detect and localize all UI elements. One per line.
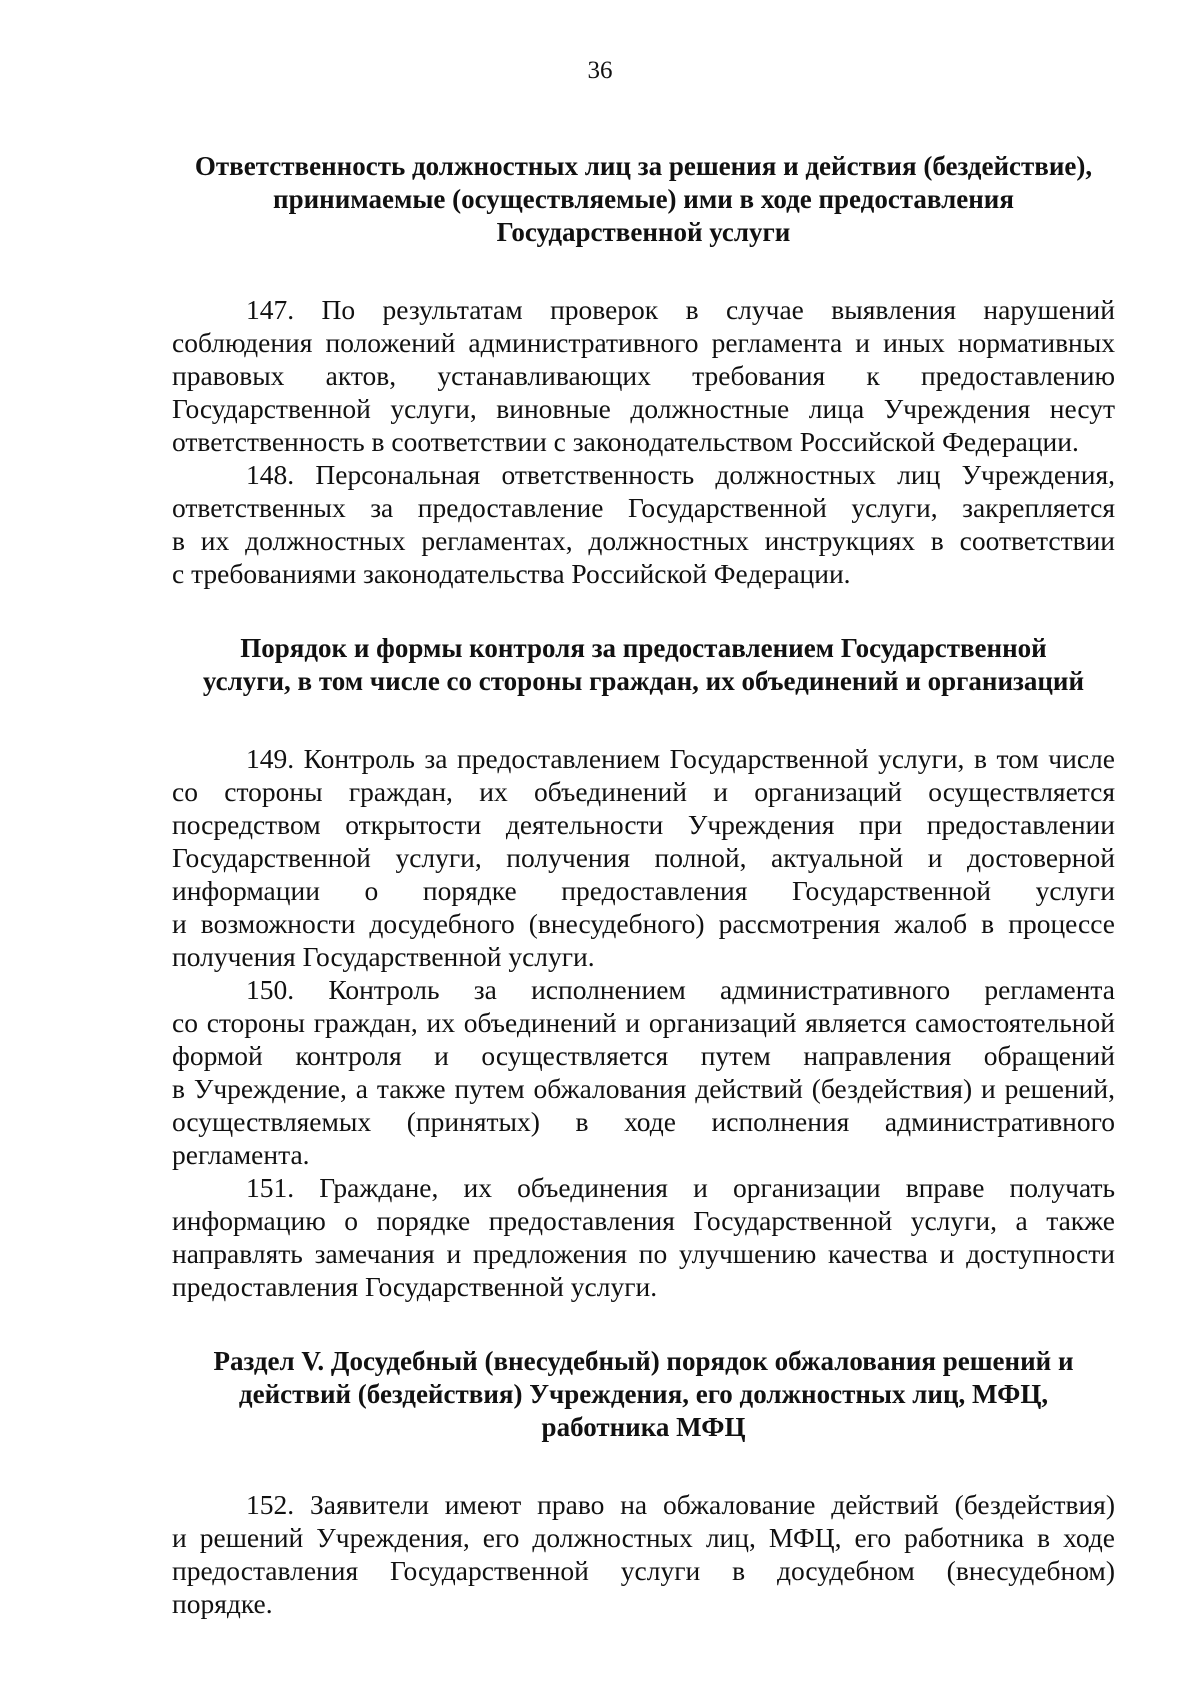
- paragraph-151: [172, 1171, 1115, 1303]
- paragraph-line: 148. Персональная ответственность должностных лиц Учреждения,: [246, 459, 1115, 490]
- paragraph-line: со стороны граждан, их объединений и организаций осуществляется: [172, 776, 1115, 807]
- paragraph-line: получения Государственной услуги.: [172, 941, 595, 972]
- heading-line: Государственной услуги: [496, 217, 791, 247]
- paragraph-line: в Учреждение, а также путем обжалования действий (бездействия) и решений,: [172, 1073, 1115, 1104]
- paragraph-152: [172, 1488, 1115, 1620]
- heading-line: Ответственность должностных лиц за решения и действия (бездействие),: [194, 151, 1093, 181]
- paragraph-line: направлять замечания и предложения по улучшению качества и доступности: [172, 1238, 1115, 1269]
- heading-line: действий (бездействия) Учреждения, его должностных лиц, МФЦ,: [238, 1379, 1049, 1409]
- spacer: [172, 249, 1115, 293]
- paragraph-line: посредством открытости деятельности Учреждения при предоставлении: [172, 809, 1115, 840]
- paragraph-line: с требованиями законодательства Российской Федерации.: [172, 558, 851, 589]
- document-body: [172, 150, 1115, 1620]
- paragraph-148: [172, 458, 1115, 590]
- paragraph-line: информацию о порядке предоставления Государственной услуги, а также: [172, 1205, 1115, 1236]
- heading-line: Порядок и формы контроля за предоставлением Государственной: [240, 633, 1047, 663]
- paragraph-line: правовых актов, устанавливающих требования к предоставлению: [172, 360, 1115, 391]
- paragraph-line: 150. Контроль за исполнением административного регламента: [246, 974, 1115, 1005]
- paragraph-150: [172, 973, 1115, 1171]
- page-number: 36: [587, 57, 613, 84]
- heading-line: принимаемые (осуществляемые) ими в ходе предоставления: [273, 184, 1014, 214]
- paragraph-line: предоставления Государственной услуги.: [172, 1271, 658, 1302]
- paragraph-line: со стороны граждан, их объединений и организаций является самостоятельной: [172, 1007, 1115, 1038]
- heading-line: Раздел V. Досудебный (внесудебный) порядок обжалования решений и: [213, 1346, 1074, 1376]
- paragraph-line: соблюдения положений административного регламента и иных нормативных: [172, 327, 1115, 358]
- paragraph-line: ответственных за предоставление Государственной услуги, закрепляется: [172, 492, 1115, 523]
- paragraph-line: информации о порядке предоставления Государственной услуги: [172, 875, 1115, 906]
- section-heading-control: [172, 632, 1115, 698]
- paragraph-149: [172, 742, 1115, 973]
- heading-line: услуги, в том числе со стороны граждан, их объединений и организаций: [202, 666, 1085, 696]
- paragraph-line: и решений Учреждения, его должностных лиц, МФЦ, его работника в ходе: [172, 1522, 1115, 1553]
- paragraph-line: 151. Граждане, их объединения и организации вправе получать: [246, 1172, 1115, 1203]
- spacer: [172, 698, 1115, 742]
- paragraph-line: Государственной услуги, получения полной, актуальной и достоверной: [172, 842, 1115, 873]
- spacer: [172, 1444, 1115, 1488]
- paragraph-line: в их должностных регламентах, должностных инструкциях в соответствии: [172, 525, 1115, 556]
- section-heading-appeal: [172, 1345, 1115, 1444]
- paragraph-line: порядке.: [172, 1588, 273, 1619]
- spacer: [172, 1303, 1115, 1345]
- paragraph-line: ответственность в соответствии с законодательством Российской Федерации.: [172, 426, 1079, 457]
- paragraph-line: и возможности досудебного (внесудебного) рассмотрения жалоб в процессе: [172, 908, 1115, 939]
- paragraph-line: 152. Заявители имеют право на обжалование действий (бездействия): [246, 1489, 1115, 1520]
- paragraph-line: Государственной услуги, виновные должностные лица Учреждения несут: [172, 393, 1115, 424]
- paragraph-line: предоставления Государственной услуги в досудебном (внесудебном): [172, 1555, 1115, 1586]
- paragraph-line: 147. По результатам проверок в случае выявления нарушений: [246, 294, 1115, 325]
- paragraph-line: формой контроля и осуществляется путем направления обращений: [172, 1040, 1115, 1071]
- spacer: [172, 590, 1115, 632]
- heading-line: работника МФЦ: [541, 1412, 746, 1442]
- paragraph-line: регламента.: [172, 1139, 310, 1170]
- paragraph-line: осуществляемых (принятых) в ходе исполнения административного: [172, 1106, 1115, 1137]
- paragraph-line: 149. Контроль за предоставлением Государственной услуги, в том числе: [246, 743, 1115, 774]
- paragraph-147: [172, 293, 1115, 458]
- section-heading-responsibility: [172, 150, 1115, 249]
